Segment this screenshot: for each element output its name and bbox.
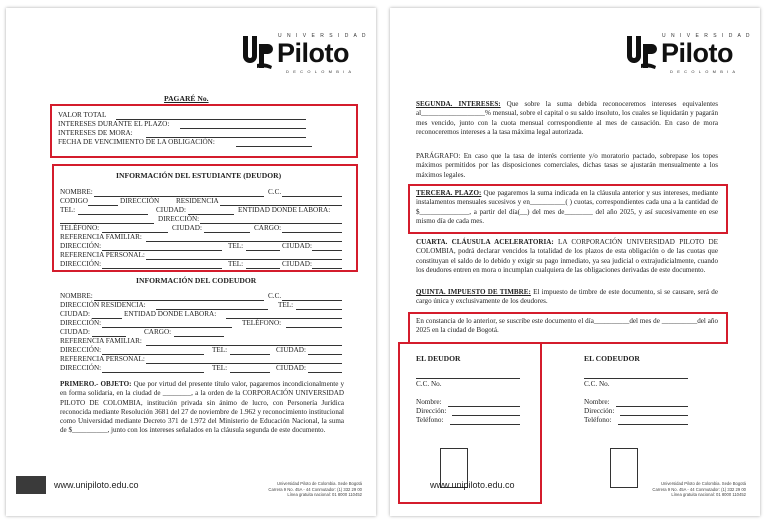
student-cargo-label: CARGO: bbox=[254, 224, 282, 232]
codeudor-title: EL CODEUDOR bbox=[584, 354, 640, 363]
codeudor-direccion-field[interactable] bbox=[620, 415, 688, 416]
footer-address-line: Universidad Piloto de Colombia. Sede Bogotá bbox=[277, 481, 362, 487]
footer-address-line: Carrera 9 No. 45A - 44 Conmutador: (1) 332 29 00 bbox=[652, 486, 746, 492]
student-ciudad-personal-field[interactable] bbox=[312, 268, 342, 269]
codeudor-nombre-label: Nombre: bbox=[584, 398, 610, 406]
student-codigo-label: CODIGO bbox=[60, 197, 88, 205]
student-ref-personal-label: REFERENCIA PERSONAL: bbox=[60, 251, 145, 259]
student-cargo-field[interactable] bbox=[282, 232, 342, 233]
footer-address-line: Línea gratuita nacional: 01 8000 110452 bbox=[671, 492, 746, 498]
constancia-text: En constancia de lo anterior, se suscribe este documento el día__________del mes de __________del año 2025 en la ciudad de Bogotá. bbox=[416, 317, 718, 335]
student-dir-personal-field[interactable] bbox=[102, 268, 222, 269]
paragrafo-clause: PARÁGRAFO: En caso que la tasa de interés corriente y/o moratorio pactado, sobrepase los topes máximos permitidos por las disposiciones comerciales, dichas tasas se ajustarán mensualmente a los máximos legales. bbox=[416, 152, 718, 179]
codeudor-ciudad-familiar-field[interactable] bbox=[308, 354, 342, 355]
primero-title: PRIMERO.- OBJETO: bbox=[60, 380, 132, 388]
codeudor-cargo-field[interactable] bbox=[174, 336, 224, 337]
codeudor-tel-label: TEL: bbox=[278, 301, 294, 309]
student-codigo-field[interactable] bbox=[88, 205, 118, 206]
student-telefono-label: TELÉFONO: bbox=[60, 224, 100, 232]
intereses-plazo-label: INTERESES DURANTE EL PLAZO: bbox=[58, 120, 170, 128]
footer-url[interactable]: www.unipiloto.edu.co bbox=[430, 480, 515, 490]
segunda-title: SEGUNDA. INTERESES: bbox=[416, 100, 501, 108]
codeudor-cc-label: C.C. No. bbox=[584, 380, 610, 388]
student-tel-personal-field[interactable] bbox=[246, 268, 280, 269]
codeudor-cargo-label: CARGO: bbox=[144, 328, 172, 336]
student-direccion2-label: DIRECCIÓN: bbox=[158, 215, 200, 223]
codeudor-ciudad2-label: CIUDAD: bbox=[60, 328, 90, 336]
codeudor-tel-familiar-label: TEL: bbox=[212, 346, 228, 354]
student-tel-label: TEL: bbox=[60, 206, 76, 214]
codeudor-tel-familiar-field[interactable] bbox=[230, 354, 270, 355]
primero-text: Que por virtud del presente título valor, pagaremos incondicionalmente y en forma solidaria, en la ciudad de ________, a la orden de la CORPORACIÓN UNIVERSIDAD PILOTO DE COLOMBIA, institución privada sin ánimo de lucro, con Personería Jurídica reconocida mediante Resolución 3681 del 27 de noviembre de 1.962 y reconocimiento institucional como Universidad mediante Decreto 371 de 1.972 del Ministerio de Educación Nacional, la suma de $__________, junto con los intereses señalados en la cláusula segunda de este documento. bbox=[60, 380, 344, 435]
cuarta-title: CUARTA. CLÁUSULA ACELERATORIA: bbox=[416, 238, 554, 246]
footer-address-line: Universidad Piloto de Colombia. Sede Bogotá bbox=[661, 481, 746, 487]
student-ciudad-familiar-label: CIUDAD: bbox=[282, 242, 312, 250]
fecha-vencimiento-field[interactable] bbox=[236, 146, 312, 147]
student-tel-personal-label: TEL: bbox=[228, 260, 244, 268]
student-entidad-label: ENTIDAD DONDE LABORA: bbox=[238, 206, 331, 214]
codeudor-tel-field[interactable] bbox=[296, 309, 342, 310]
logo-university-label: U N I V E R S I D A D bbox=[662, 33, 752, 39]
deudor-nombre-field[interactable] bbox=[448, 406, 520, 407]
footer-address bbox=[232, 481, 362, 498]
codeudor-ciudad-label: CIUDAD: bbox=[60, 310, 90, 318]
logo-country-label: D E C O L O M B I A bbox=[286, 69, 353, 74]
student-ref-familiar-field[interactable] bbox=[146, 241, 342, 242]
codeudor-cc-label: C.C. bbox=[268, 292, 282, 300]
logo-name: Piloto bbox=[661, 38, 733, 68]
segunda-clause bbox=[416, 100, 718, 137]
student-ciudad-familiar-field[interactable] bbox=[312, 250, 342, 251]
student-ciudad2-label: CIUDAD: bbox=[172, 224, 202, 232]
codeudor-dir-personal-field[interactable] bbox=[102, 372, 204, 373]
codeudor-telefono-label: Teléfono: bbox=[584, 416, 612, 424]
deudor-signature-line[interactable] bbox=[416, 378, 520, 379]
intereses-mora-label: INTERESES DE MORA: bbox=[58, 129, 133, 137]
student-tel-familiar-label: TEL: bbox=[228, 242, 244, 250]
codeudor-signature-line[interactable] bbox=[584, 378, 688, 379]
university-logo bbox=[240, 32, 368, 76]
student-direccion-label: DIRECCIÓN bbox=[120, 197, 160, 205]
valor-total-label: VALOR TOTAL bbox=[58, 111, 107, 119]
codeudor-tel-personal-field[interactable] bbox=[230, 372, 270, 373]
student-ref-familiar-label: REFERENCIA FAMILIAR: bbox=[60, 233, 142, 241]
student-ciudad-personal-label: CIUDAD: bbox=[282, 260, 312, 268]
segunda-text: Que sobre la suma debida reconoceremos intereses equivalentes al__________________% mensual, sobre el capital o su saldo insoluto, los cuales se liquidarán y pagarán mes vencido, junto con la cuota mensual correspondiente al mes de causación. En caso de mora reconoceremos intereses a la tasa máxima legal autorizada. bbox=[416, 100, 718, 136]
deudor-title: EL DEUDOR bbox=[416, 354, 461, 363]
codeudor-ciudad-familiar-label: CIUDAD: bbox=[276, 346, 306, 354]
primero-clause bbox=[60, 380, 344, 436]
codeudor-telefono-field[interactable] bbox=[286, 327, 342, 328]
deudor-nombre-label: Nombre: bbox=[416, 398, 442, 406]
student-ref-personal-field[interactable] bbox=[146, 259, 342, 260]
codeudor-tel-personal-label: TEL: bbox=[212, 364, 228, 372]
student-nombre-label: NOMBRE: bbox=[60, 188, 93, 196]
pagare-page-1 bbox=[6, 8, 376, 516]
codeudor-ref-familiar-field[interactable] bbox=[146, 345, 342, 346]
codeudor-ciudad-personal-field[interactable] bbox=[308, 372, 342, 373]
codeudor-dir-residencia-label: DIRECCIÓN RESIDENCIA: bbox=[60, 301, 146, 309]
logo-country-label: D E C O L O M B I A bbox=[670, 69, 737, 74]
codeudor-direccion-label: Dirección: bbox=[584, 407, 615, 415]
codeudor-ref-personal-field[interactable] bbox=[146, 363, 342, 364]
student-dir-familiar-label: DIRECCIÓN: bbox=[60, 242, 102, 250]
codeudor-telefono-label: TELÉFONO: bbox=[242, 319, 282, 327]
student-cc-label: C.C. bbox=[268, 188, 282, 196]
pagare-page-2 bbox=[390, 8, 760, 516]
codeudor-nombre-field[interactable] bbox=[616, 406, 688, 407]
quinta-title: QUINTA. IMPUESTO DE TIMBRE: bbox=[416, 288, 531, 296]
student-ciudad-label: CIUDAD: bbox=[156, 206, 186, 214]
deudor-telefono-field[interactable] bbox=[450, 424, 520, 425]
codeudor-entidad-label: ENTIDAD DONDE LABORA: bbox=[124, 310, 217, 318]
tercera-title: TERCERA. PLAZO: bbox=[416, 189, 482, 197]
university-logo bbox=[624, 32, 752, 76]
codeudor-ciudad-personal-label: CIUDAD: bbox=[276, 364, 306, 372]
deudor-telefono-label: Teléfono: bbox=[416, 416, 444, 424]
deudor-direccion-label: Dirección: bbox=[416, 407, 447, 415]
footer-url[interactable]: www.unipiloto.edu.co bbox=[54, 480, 139, 490]
student-tel-field[interactable] bbox=[78, 214, 148, 215]
codeudor-ref-familiar-label: REFERENCIA FAMILIAR: bbox=[60, 337, 142, 345]
codeudor-dir-familiar-label: DIRECCIÓN: bbox=[60, 346, 102, 354]
fecha-vencimiento-label: FECHA DE VENCIMIENTO DE LA OBLIGACIÓN: bbox=[58, 138, 215, 146]
footer-bar bbox=[16, 476, 46, 494]
logo-mark-icon bbox=[624, 34, 658, 70]
codeudor-nombre-label: NOMBRE: bbox=[60, 292, 93, 300]
quinta-clause bbox=[416, 288, 718, 307]
student-dir-personal-label: DIRECCIÓN: bbox=[60, 260, 102, 268]
student-residencia-label: RESIDENCIA bbox=[176, 197, 219, 205]
quinta-text: El impuesto de timbre de este documento, si se causare, será de cargo única y exclusivamente de los deudores. bbox=[416, 288, 718, 306]
student-ciudad2-field[interactable] bbox=[204, 232, 250, 233]
deudor-cc-label: C.C. No. bbox=[416, 380, 442, 388]
footer-address-line: Línea gratuita nacional: 01 8000 110452 bbox=[287, 492, 362, 498]
logo-mark-icon bbox=[240, 34, 274, 70]
student-heading: INFORMACIÓN DEL ESTUDIANTE (DEUDOR) bbox=[116, 171, 282, 180]
student-cc-field[interactable] bbox=[282, 196, 342, 197]
codeudor-telefono-field[interactable] bbox=[618, 424, 688, 425]
cuarta-text: LA CORPORACIÓN UNIVERSIDAD PILOTO DE COLOMBIA, podrá declarar vencidos la totalidad de los plazos de esta obligación o de las cuotas que constituyan el saldo de lo debido y exigir su pago inmediato, ya sea judicial o extrajudicialmente, cuando los deudores entren en mora o incumplan cualquiera de las obligaciones derivadas de este documento. bbox=[416, 238, 718, 274]
codeudor-direccion-label: DIRECCIÓN: bbox=[60, 319, 102, 327]
deudor-direccion-field[interactable] bbox=[452, 415, 520, 416]
codeudor-ref-personal-label: REFERENCIA PERSONAL: bbox=[60, 355, 145, 363]
tercera-text: Que pagaremos la suma indicada en la cláusula anterior y sus intereses, mediante instalamentos mensuales sucesivos y en__________( ) cuotas, correspondientes cada una a la cantidad de $______________, a partir del día(__) del mes de________ del año 2025, y así sucesivamente en ese mismo día de cada mes. bbox=[416, 189, 718, 225]
intereses-plazo-field[interactable] bbox=[180, 128, 306, 129]
logo-university-label: U N I V E R S I D A D bbox=[278, 33, 368, 39]
student-tel-familiar-field[interactable] bbox=[246, 250, 280, 251]
pagare-title: PAGARÉ No. bbox=[164, 94, 209, 103]
footer-address bbox=[616, 481, 746, 498]
codeudor-dir-personal-label: DIRECCIÓN: bbox=[60, 364, 102, 372]
cuarta-clause bbox=[416, 238, 718, 275]
footer-address-line: Carrera 9 No. 45A - 44 Conmutador: (1) 332 29 00 bbox=[268, 486, 362, 492]
tercera-clause bbox=[416, 189, 718, 226]
logo-name: Piloto bbox=[277, 38, 349, 68]
codeudor-heading: INFORMACIÓN DEL CODEUDOR bbox=[136, 276, 257, 285]
